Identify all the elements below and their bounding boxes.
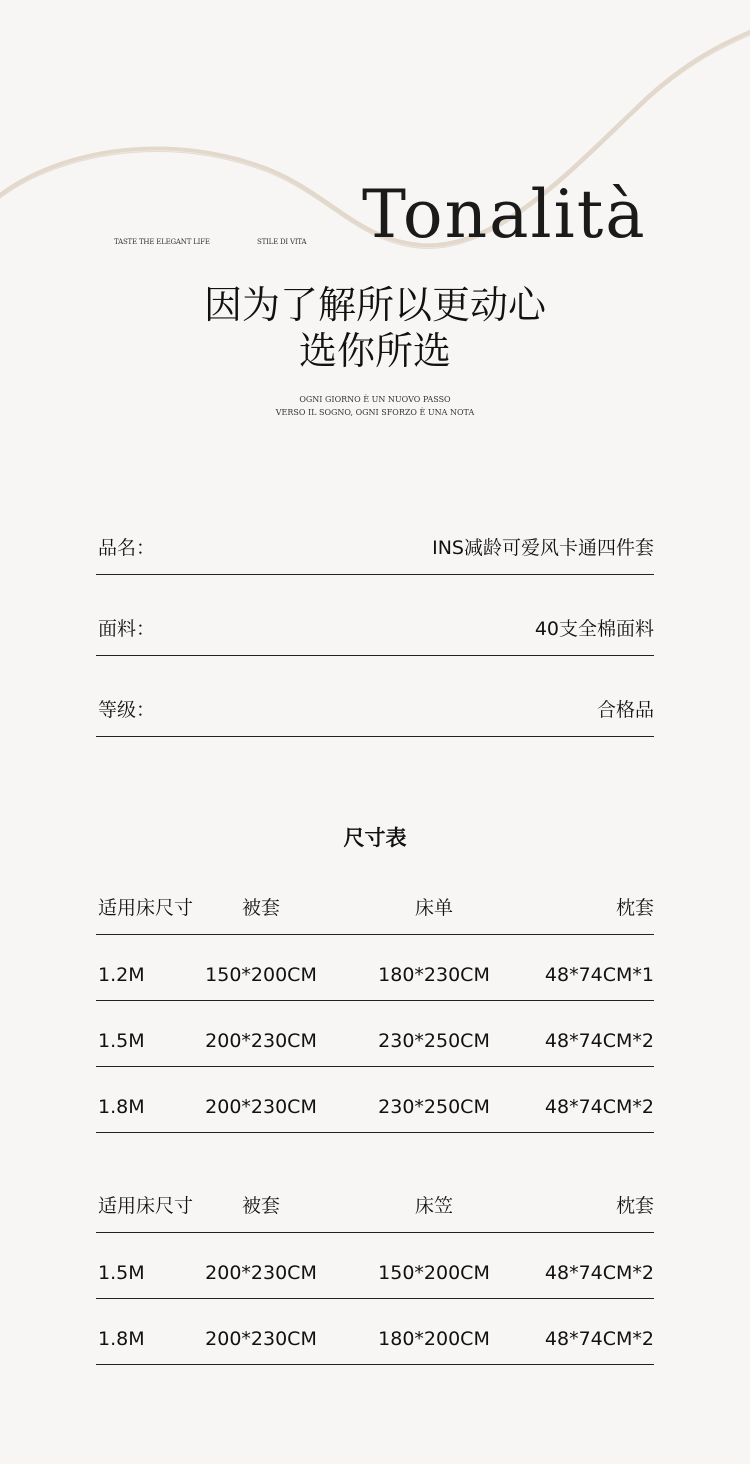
decorative-wave [0, 0, 750, 300]
table-header-cell: 被套 [241, 1195, 281, 1217]
table-cell: 1.8M [98, 1328, 145, 1350]
size-table-title: 尺寸表 [343, 826, 407, 850]
table-cell: 230*250CM [378, 1096, 490, 1118]
table-cell: 230*250CM [378, 1030, 490, 1052]
table-cell: 1.5M [98, 1030, 145, 1052]
table-row [96, 1067, 654, 1133]
table-header-cell: 被套 [241, 897, 281, 919]
italian-line1: OGNI GIORNO È UN NUOVO PASSO [299, 395, 451, 404]
table-header-cell: 床单 [414, 897, 454, 919]
table-cell: 48*74CM*2 [544, 1096, 654, 1118]
table-row [96, 935, 654, 1001]
info-value: 40支全棉面料 [534, 618, 654, 640]
size-table-2 [96, 1165, 654, 1365]
info-value: 合格品 [596, 699, 654, 721]
table-header-cell: 适用床尺寸 [98, 1195, 194, 1217]
table-header-row [96, 1165, 654, 1233]
info-value: INS减龄可爱风卡通四件套 [432, 537, 654, 559]
table-cell: 150*200CM [205, 964, 317, 986]
table-cell: 200*230CM [205, 1030, 317, 1052]
table-header-cell: 适用床尺寸 [98, 897, 194, 919]
tagline-right: STILE DI VITA [257, 238, 307, 246]
info-label: 面料： [98, 618, 156, 640]
table-cell: 180*230CM [378, 964, 490, 986]
table-cell: 48*74CM*1 [544, 964, 654, 986]
table-row [96, 1299, 654, 1365]
size-table-1 [96, 867, 654, 1133]
table-cell: 200*230CM [205, 1096, 317, 1118]
tagline-left: TASTE THE ELEGANT LIFE [114, 238, 210, 246]
table-header-cell: 枕套 [615, 897, 654, 919]
headline-line1: 因为了解所以更动心 [203, 283, 546, 327]
info-label: 等级： [98, 699, 156, 721]
table-cell: 150*200CM [378, 1262, 490, 1284]
table-cell: 48*74CM*2 [544, 1328, 654, 1350]
info-row-name [96, 494, 654, 575]
table-cell: 200*230CM [205, 1262, 317, 1284]
info-row-fabric [96, 575, 654, 656]
table-header-cell: 床笠 [414, 1195, 454, 1217]
table-row [96, 1233, 654, 1299]
table-cell: 1.5M [98, 1262, 145, 1284]
table-header-cell: 枕套 [615, 1195, 654, 1217]
table-cell: 48*74CM*2 [544, 1262, 654, 1284]
italian-line2: VERSO IL SOGNO, OGNI SFORZO È UNA NOTA [275, 408, 475, 417]
table-cell: 1.8M [98, 1096, 145, 1118]
brand-logo: Tonalità [362, 176, 647, 253]
table-row [96, 1001, 654, 1067]
info-label: 品名： [98, 537, 156, 559]
table-cell: 180*200CM [378, 1328, 490, 1350]
table-cell: 200*230CM [205, 1328, 317, 1350]
info-row-grade [96, 656, 654, 737]
headline-line2: 选你所选 [298, 329, 451, 373]
table-header-row [96, 867, 654, 935]
table-cell: 48*74CM*2 [544, 1030, 654, 1052]
table-cell: 1.2M [98, 964, 145, 986]
